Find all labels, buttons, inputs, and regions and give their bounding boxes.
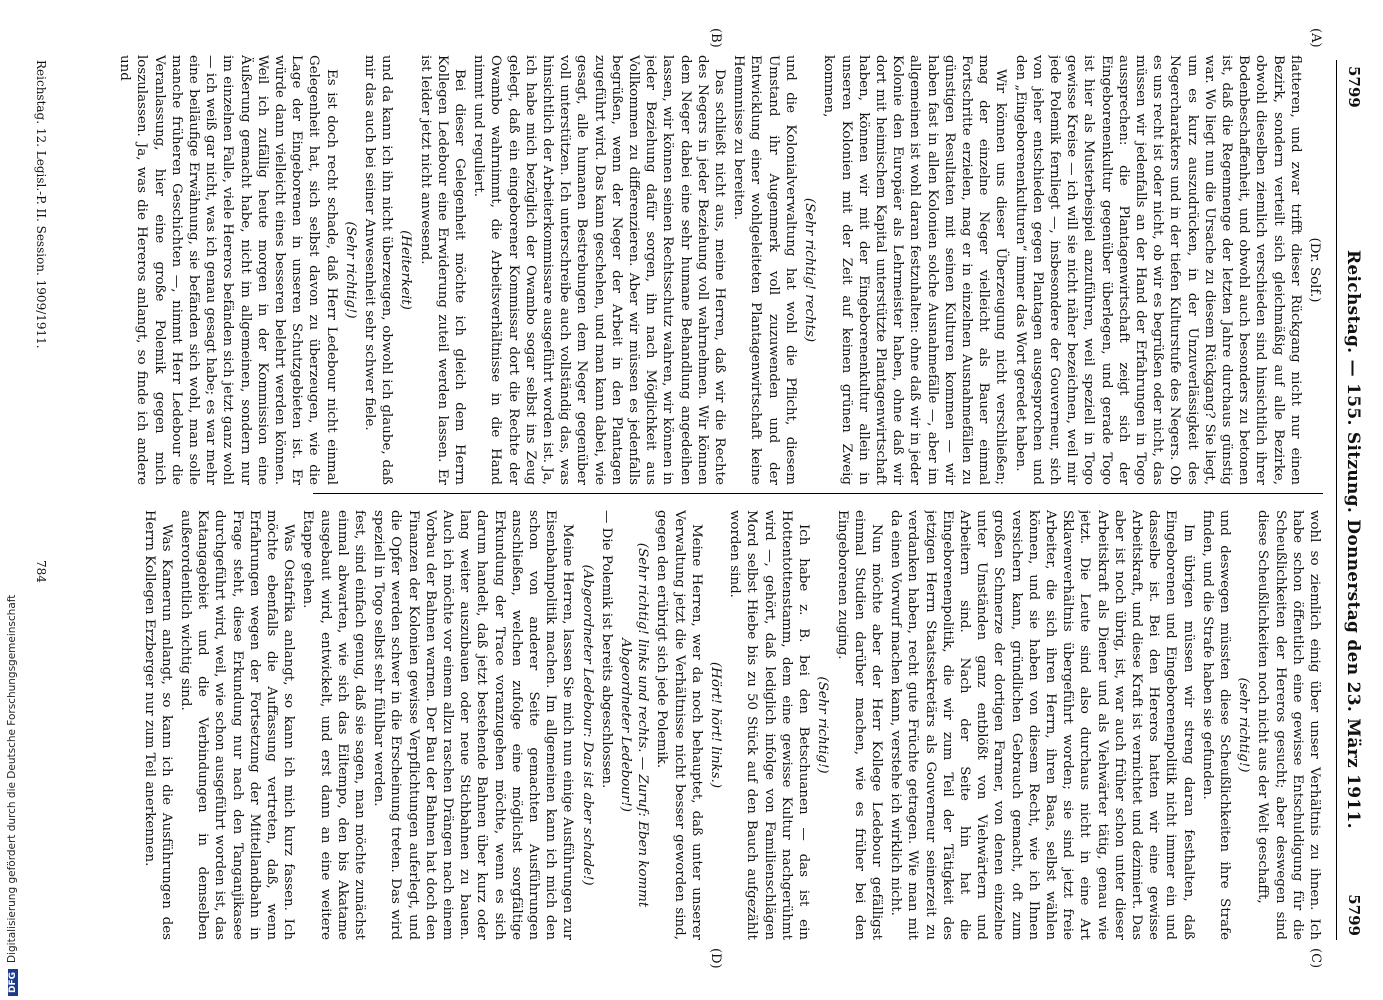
interjection: (Sehr richtig! rechts): [802, 197, 818, 343]
paragraph: und die Kolonialverwaltung hat wohl die Pflicht, diesem Umstand ihr Augenmerk voll zuzuwenden und der Entwicklung einer wohlgeleiteten Plantagenwirtschaft keine Hemmnisse zu bereiten.: [731, 55, 798, 485]
left-text-column: [53, 55, 1323, 485]
paragraph: Ich habe z. B. bei den Betschuanen — das ist ein Hottentottenstamm, dem eine gewisse Kultur nachgerühmt wird —, gehört, daß lediglich infolge von Familienschlägen Mord selbst Hiebe bis zu 50 Stück auf den Bauch aufgezählt worden sind.: [727, 510, 812, 940]
left-page-number: 5799: [1345, 66, 1363, 108]
right-page-number: 5799: [1345, 894, 1363, 936]
paragraph: Es ist doch recht schade, daß Herr Ledebour nicht einmal Gelegenheit hat, sich selbst davon zu überzeugen, wie die Lage der Eingeborenen in unseren Schutzgebieten ist. Er würde dann vielleicht eines besseren belehrt werden können. Weil ich zufällig heute morgen in der Kommission eine Äußerung gemacht habe, nicht im allgemeinen, sondern nur im einzelnen Falle, viele Hereros befänden sich jetzt ganz wohl — ich weiß gar nicht, was ich genau gesagt habe; es war mehr eine beiläufige Erwähnung, sie befänden sich wohl, man solle manche früheren Geschichten —, nimmt Herr Ledebour die Veranlassung, hier eine große Polemik gegen mich loszulassen. Ja, was die Hereros anlangt, so finde ich andere und: [117, 55, 339, 485]
margin-letter-d: (D): [708, 948, 723, 969]
paragraph: Wir können uns dieser Überzeugung nicht verschließen; mag der einzelne Neger vielleicht als Bauer einmal Fortschritte erzielen, mag er in einzelnen Ausnahmefällen zu günstigen Resultaten mit seinen Kulturen kommen — wir haben fast in allen Kolonien solche Ausnahmefälle —, aber im allgemeinen ist wohl daran festzuhalten: ohne daß wir in jeder Kolonie den Europäer als Lehrmeister haben, ohne daß wir dort mit heimischem Kapital unterstützte Plantagenwirtschaft haben, können wir mit der Eingeborenenkultur allein in unseren Kolonien mit der Zeit auf keinen grünen Zweig kommen,: [821, 55, 1009, 485]
digitization-credit: [6, 0, 18, 996]
margin-letter-a: (A): [1308, 28, 1323, 48]
interjection: (Hört! hört! links.): [708, 661, 724, 789]
paragraph: Bei dieser Gelegenheit möchte ich gleich dem Herrn Kollegen Ledebour eine Erwiderung zuteil werden lassen. Er ist leider jetzt nicht anwesend.: [417, 55, 468, 485]
paragraph: flatteren, und zwar trifft dieser Rückgang nicht nur einen Bezirk, sondern verteilt sich gleichmäßig auf alle Bezirke, obwohl dieselben ziemlich verschieden sind hinsichtlich ihrer Bodenbeschaffenheit, und obwohl auch besonders zu betonen ist, daß die Regenmenge der letzten Jahre durchaus günstig war. Wo liegt nun die Ursache zu diesem Rückgang? Sie liegt, um es kurz auszudrücken, in der Unzuverlässigkeit des Negercharakters und in der tiefen Kulturstufe des Negers. Ob es uns recht ist oder nicht, ob wir es begrüßen oder nicht, das müssen wir jedenfalls an der Hand der Erfahrungen in Togo aussprechen: die Plantagenwirtschaft zeigt sich der Eingeborenenkultur gegenüber überlegen, und gerade Togo ist hier als Musterbeispiel anzuführen, weil speziell in Togo gewisse Kreise — ich will sie nicht näher bezeichnen, weil mir jede Polemik fernliegt —, insbesondere der Gouverneur, sich von jeher entschieden gegen Plantagen ausgesprochen und den „Eingeborenenkulturen“ immer das Wort geredet haben.: [1012, 55, 1303, 485]
interjection: (sehr richtig!): [1236, 677, 1252, 773]
paragraph: — Die Polemik ist bereits abgeschlossen.: [598, 510, 614, 789]
paragraph: wohl so ziemlich einig über unser Verhältnis zu ihnen. Ich habe schon öffentlich eine gewisse Entschuldigung für die Scheußlichkeiten der Hereros gesucht; aber deswegen sind diese Scheußlichkeiten noch nicht aus der Welt geschafft,: [1255, 510, 1322, 940]
interjection: (Sehr richtig!): [342, 221, 358, 319]
margin-letter-b: (B): [708, 28, 723, 48]
paragraph: Was Ostafrika anlangt, so kann ich mich kurz fassen. Ich möchte ebenfalls die Auffassung vertreten, daß, wenn Erfahrungen wegen der Fortsetzung der Mittellandbahn in Frage steht, diese Erkundung nur nach den Tanganjikasee durchgeführt wird, weil, wie schon ausgeführt worden ist, das Katangagebiet und die Verbindungen in demselben außerordentlich wichtig sind.: [178, 510, 297, 940]
page-header: [1333, 60, 1373, 940]
margin-letter-c: (C): [1308, 948, 1323, 969]
speaker-label: (Dr. Solf.): [1307, 237, 1322, 303]
paragraph: und deswegen müssten diese Scheußlichkeiten ihre Strafe finden, und die Strafe haben sie gefunden.: [1199, 510, 1232, 940]
credit-text: Digitalisierung gefördert durch die Deutsche Forschungsgemeinschaft: [6, 594, 18, 963]
paragraph: Nun möchte aber der Herr Kollege Ledebour gefälligst einmal Studien darüber machen, wie es früher bei den Eingeborenen zuging.: [834, 510, 884, 940]
paragraph: Im übrigen müssen wir streng daran festhalten, daß Eingeborenen und Eingeborenenpolitik nicht immer ein und dasselbe ist. Bei den Hereros hatten wir eine gewisse Arbeitskraft, und diese Kraft ist vernichtet und dezimiert. Das aber ist noch übrig, ist, war auch früher schon unter dieser Arbeitskraft als Diener und als Viehwärter tätig, genau wie jetzt. Die Leute sind also durchaus nicht in eine Art Sklavenverhältnis übergeführt worden; sie sind jetzt freie Arbeiter, die sich ihren Herrn, ihren Baas, selbst wählen können, und sie haben von diesem Recht, wie ich Ihnen versichern kann, gründlichen Gebrauch gemacht, oft zum großen Schmerze der dortigen Farmer, von denen einzelne unter Umständen ganz entblößt von Viehwärtern und Arbeitern sind. Nach der Seite hin hat die Eingeborenenpolitik, die wir zum Teil der Tätigkeit des jetzigen Herrn Staatssekretärs als Gouverneur seinerzeit zu verdanken haben, recht gute Früchte getragen. Wie man mit da einen Vorwurf machen kann, verstehe ich wirklich nicht.: [888, 510, 1196, 940]
paragraph: und da kann ich ihn nicht überzeugen, obwohl ich glaube, daß mir das auch bei seiner Anwesenheit sehr schwer fiele.: [362, 55, 395, 485]
interjection: (Sehr richtig!): [815, 676, 831, 774]
paragraph: Meine Herren, wer da noch behauptet, daß unter unserer Verwaltung jetzt die Verhältnisse nicht besser geworden sind, gegen den erübrigt sich jede Polemik.: [654, 510, 704, 940]
footer-page-number: 784: [34, 560, 48, 583]
header-rule: [1336, 60, 1337, 940]
right-text-column: [53, 510, 1323, 940]
paragraph: Meine Herren, lassen Sie mich nun einige Ausführungen zur Eisenbahnpolitik machen. Im allgemeinen kann ich mich den schon von anderer Seite gemachten Ausführungen anschließen, welchen zufolge eine möglichst sorgfältige Erkundung der Trace voranzugehen möchte, wenn es sich darum handelt, daß jetzt bestehende Bahnen über kurz oder lang weiter auszubauen oder neue Stichbahnen zu bauen. Auch ich möchte vor einem allzu raschen Drängen nach einem Vorbau der Bahnen warnen. Der Bau der Bahnen hat doch den Finanzen der Kolonien gewisse Verpflichtungen auferlegt, und die Opfer werden schwer in die Erscheinung treten. Das wird speziell in Togo selbst sehr fühlbar werden.: [371, 510, 576, 940]
interjection: (Abgeordneter Ledebour: Das ist aber schade!): [579, 564, 595, 886]
interjection: (Sehr richtig! links und rechts. — Zuruf: Eben kommt Abgeordneter Ledebour!): [618, 542, 651, 908]
interjection: (Heiterkeit): [398, 230, 414, 310]
column-divider: [313, 493, 1323, 494]
paragraph: fest, sind einfach genug, daß sie sagen, man möchte zunächst einmal abwarten, wie sich das Eiltempo, den bis Akatame ausgebaut wird, entwickelt, und erst dann an eine weitere Etappe gehen.: [300, 510, 368, 940]
header-title: Reichstag. — 155. Sitzung. Donnerstag den 23. März 1911.: [1343, 250, 1363, 829]
dfg-logo-icon: DFG: [8, 969, 18, 996]
paragraph: Was Kamerun anlangt, so kann ich die Ausführungen des Herrn Kollegen Erzberger nur zum Teil anerkennen.: [141, 510, 174, 940]
paragraph: Das schließt nicht aus, meine Herren, daß wir die Rechte des Negers in jeder Beziehung voll wahrnehmen. Wir können dem Neger dabei eine sehr humane Behandlung angedeihen lassen, wir können seinen Rechtsschutz wahren, wir können in jeder Beziehung dafür sorgen, ihn nach Möglichkeit aus Vollkommen zu differenzieren. Aber wir müssen es jedenfalls begrüßen, wenn der Neger der Arbeit in den Plantagen zugeführt wird. Das kann geschehen, und man kann dabei, wie gesagt, alle humanen Bestrebungen dem Neger gegenüber voll unterstützen. Ich unterschreibe auch vollständig das, was hinsichtlich der Arbeiterkommissare ausgeführt worden ist. Ja, ich habe mich bezüglich der Owambo sogar selbst ins Zeug gelegt, daß ein eingeborener Kommissar dort die Rechte der Owambo wahrnimmt, die Arbeitsverhältnisse in die Hand nimmt und reguliert.: [471, 55, 728, 485]
footer-session-info: Reichstag. 12. Legisl.-P. II. Session. 1909/1911.: [34, 60, 48, 349]
